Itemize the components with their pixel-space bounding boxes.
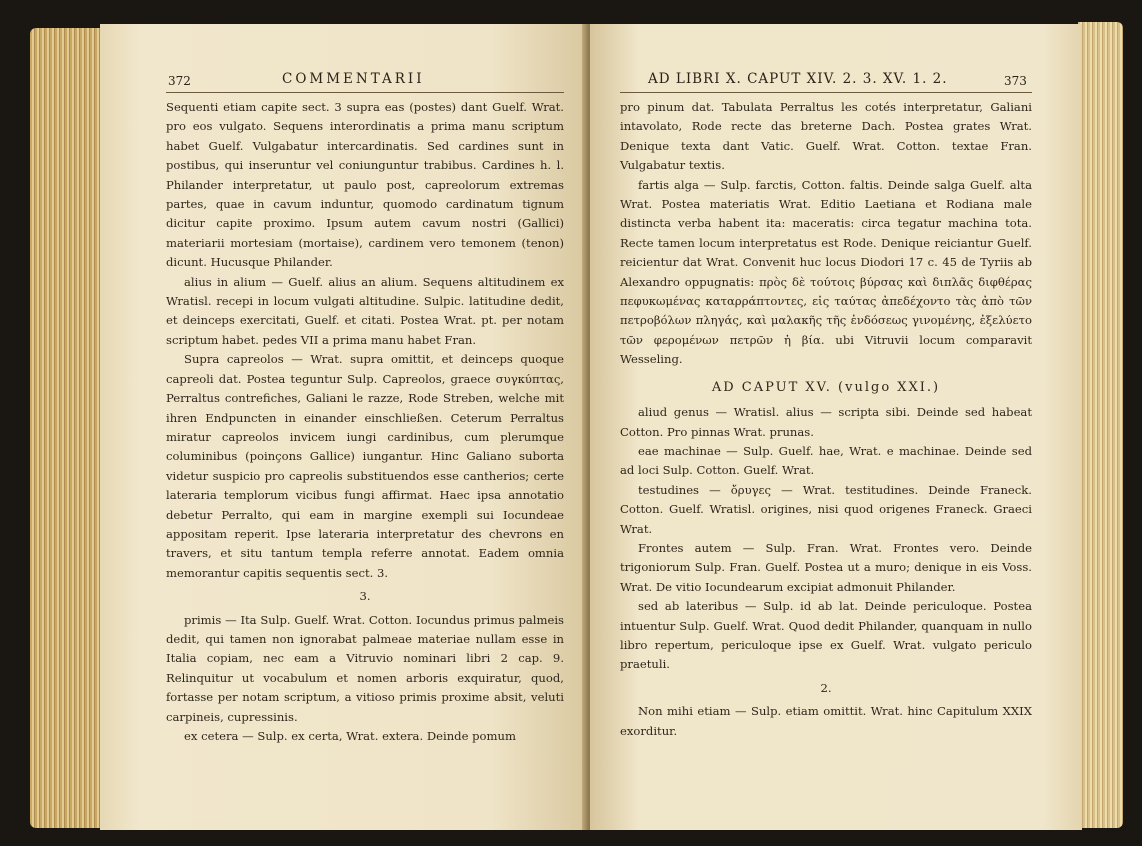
running-head-left: COMMENTARII [282, 71, 425, 87]
paragraph: aliud genus — Wratisl. alius — scripta sibi. Deinde sed habeat Cotton. Pro pinnas Wrat. prunas. [620, 405, 1032, 439]
section-number: 3. [359, 589, 371, 604]
left-page-edges [30, 28, 110, 828]
left-column [166, 98, 564, 746]
page-number-left: 372 [168, 74, 191, 88]
paragraph: sed ab lateribus — Sulp. id ab lat. Deinde periculoque. Postea intuentur Sulp. Guelf. Wrat. Quod dedit Philander, quanquam in nullo libro repertum, periculoque ipse ex Guelf. Wrat. vulgato periculo praetuli. [620, 599, 1032, 672]
paragraph: fartis alga — Sulp. farctis, Cotton. faltis. Deinde salga Guelf. alta Wrat. Postea materiatis Wrat. Editio Laetiana et Rodiana male distincta verba habent ita: maceratis: circa tegatur machina tota. Recte tamen locum interpretatus est Rode. Denique reiciantur Guelf. reicientur dat Wrat. Convenit huc locus Diodori 17 c. 45 de Tyriis ab Alexandro oppugnatis: πρὸς δὲ τούτοις βύρσας καὶ διπλᾶς διφθέρας πεφυκωμένας καταρράπτοντες, εἰς ταύτας ἀπεδέχοντο τὰς ἀπὸ τῶν πετροβόλων πληγάς, καὶ μαλακῆς τῆς ἐνδόσεως γινομένης, ἐξελύετο τῶν φερομένων πετρῶν ἡ βία. ubi Vitruvii locum comparavit Wesseling. [620, 177, 1032, 367]
paragraph: alius in alium — Guelf. alius an alium. Sequens altitudinem ex Wratisl. recepi in locum vulgati altitudine. Sulpic. latitudine dedit, et deinceps exercitati, Guelf. et citati. Postea Wrat. pt. per notam scriptum habet. pedes VII a prima manu habet Fran. [166, 274, 564, 347]
left-page [100, 24, 588, 830]
right-page [590, 24, 1082, 830]
paragraph: testudines — ὄρυγες — Wrat. testitudines. Deinde Franeck. Cotton. Guelf. Wratisl. origines, nisi quod origenes Franeck. Graeci Wrat. [620, 482, 1032, 536]
paragraph: ex cetera — Sulp. ex certa, Wrat. extera. Deinde pomum [184, 729, 516, 743]
right-page-edges [1078, 22, 1123, 828]
paragraph: pro pinum dat. Tabulata Perraltus les cotés interpretatur, Galiani intavolato, Rode recte das breterne Dach. Postea grates Wrat. Denique texta dant Vatic. Guelf. Wrat. Cotton. textae Fran. Vulgabatur textis. [620, 100, 1032, 173]
section-title: AD CAPUT XV. (vulgo XXI.) [711, 379, 941, 395]
paragraph: Supra capreolos — Wrat. supra omittit, et deinceps quoque capreoli dat. Postea teguntur Sulp. Capreolos, graece συγκύπτας, Perraltus contrefiches, Galiani le razze, Rode Streben, welche mit ihren Endpuncten in einander einschließen. Ceterum Perraltus miratur capreolos invicem iungi cardinibus, cum plerumque columinibus (poinçons Gallice) iungantur. Hinc Galiano suborta videtur suspicio pro capreolis substituendos esse cantherios; certe lateraria templorum vicibus fungi affirmat. Haec ipsa annotatio debetur Perralto, qui eam in margine exempli sui Iocundeae appositam reperit. Ipse lateraria interpretatur des chevrons en travers, et situ tantum templa referre annotat. Eadem omnia memorantur capitis sequentis sect. 3. [166, 352, 564, 580]
right-column [620, 98, 1032, 741]
section-number: 2. [820, 680, 832, 695]
paragraph: Sequenti etiam capite sect. 3 supra eas (postes) dant Guelf. Wrat. pro eos vulgato. Sequens interordinatis a prima manu scriptum habet Guelf. Vulgabatur intercardinatis. Sed cardines sunt in postibus, qui inseruntur vel coniunguntur trabibus. Cardines h. l. Philander interpretatur, ut paulo post, capreolorum extremas partes, quae in cavum induntur, quomodo cardinatum tignum dicitur capite proximo. Ipsum autem cavum nostri (Gallici) materiarii mortesiam (mortaise), cardinem vero temonem (tenon) dicunt. Hucusque Philander. [166, 100, 564, 270]
head-rule-left [166, 92, 564, 93]
head-rule-right [620, 92, 1032, 93]
paragraph: Non mihi etiam — Sulp. etiam omittit. Wrat. hinc Capitulum XXIX exorditur. [620, 704, 1032, 738]
page-number-right: 373 [1004, 74, 1027, 88]
running-head-right: AD LIBRI X. CAPUT XIV. 2. 3. XV. 1. 2. [648, 71, 948, 87]
paragraph: primis — Ita Sulp. Guelf. Wrat. Cotton. Iocundus primus palmeis dedit, qui tamen non ignorabat palmeae materiae nullam esse in Italia copiam, nec eam a Vitruvio nominari libri 2 cap. 9. Relinquitur ut vocabulum et nomen arboris exquiratur, quod, fortasse per notam scriptum, a vitioso primis proxime absit, veluti carpineis, cupressinis. [166, 612, 564, 724]
paragraph: eae machinae — Sulp. Guelf. hae, Wrat. e machinae. Deinde sed ad loci Sulp. Cotton. Guelf. Wrat. [620, 443, 1032, 478]
paragraph: Frontes autem — Sulp. Fran. Wrat. Frontes vero. Deinde trigoniorum Sulp. Fran. Guelf. Postea ut a muro; denique in eis Voss. Wrat. De vitio Iocundearum excipiat admonuit Philander. [620, 540, 1032, 594]
